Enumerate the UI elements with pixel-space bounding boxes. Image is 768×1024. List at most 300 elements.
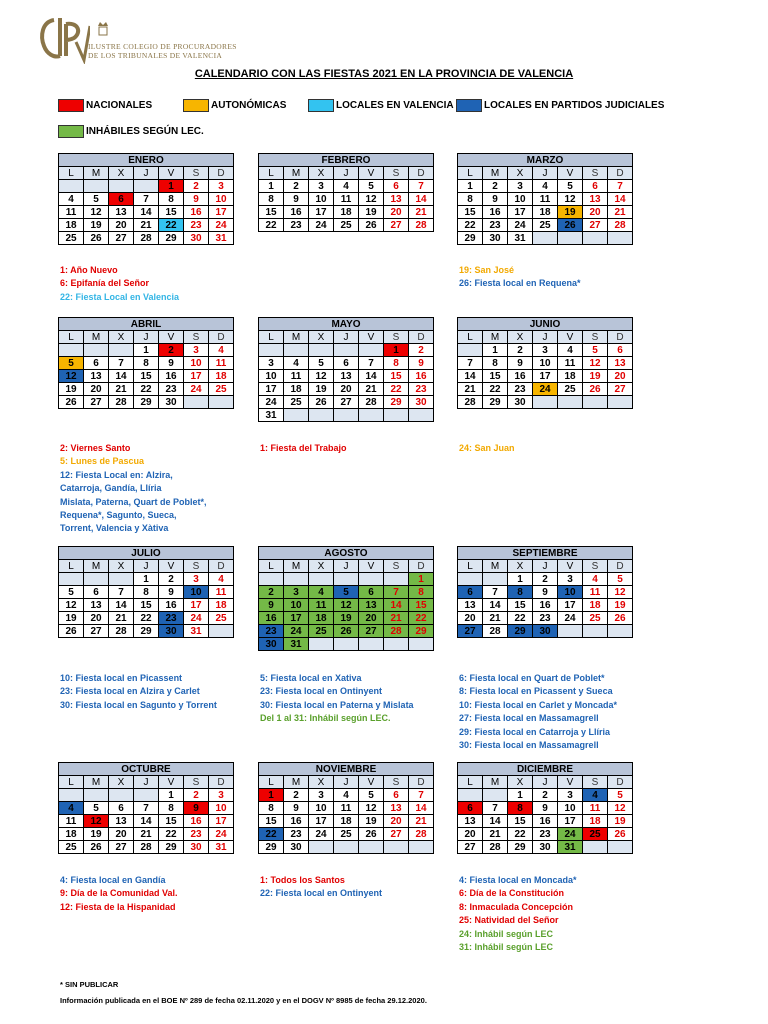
day-cell: 23 bbox=[184, 219, 209, 232]
notes-block bbox=[60, 442, 207, 536]
month-title: MARZO bbox=[458, 154, 633, 167]
day-cell: 3 bbox=[533, 344, 558, 357]
weekday-header: J bbox=[533, 331, 558, 344]
day-cell: 26 bbox=[359, 219, 384, 232]
day-cell: 24 bbox=[558, 828, 583, 841]
month-mayo bbox=[258, 317, 434, 422]
empty-cell bbox=[184, 396, 209, 409]
day-cell: 10 bbox=[284, 599, 309, 612]
month-octubre bbox=[58, 762, 234, 854]
day-cell: 16 bbox=[533, 815, 558, 828]
legend-label: AUTONÓMICAS bbox=[211, 99, 287, 111]
day-cell: 7 bbox=[359, 357, 384, 370]
day-cell: 8 bbox=[409, 586, 434, 599]
day-cell: 23 bbox=[533, 828, 558, 841]
day-cell: 6 bbox=[608, 344, 633, 357]
day-cell: 10 bbox=[558, 586, 583, 599]
day-cell: 3 bbox=[184, 573, 209, 586]
day-cell: 11 bbox=[583, 802, 608, 815]
empty-cell bbox=[109, 573, 134, 586]
day-cell: 17 bbox=[309, 206, 334, 219]
weekday-header: D bbox=[608, 776, 633, 789]
day-cell: 26 bbox=[608, 828, 633, 841]
college-logo bbox=[38, 16, 258, 76]
day-cell: 2 bbox=[259, 586, 284, 599]
day-cell: 27 bbox=[84, 396, 109, 409]
holiday-note: 8: Inmaculada Concepción bbox=[459, 901, 574, 912]
day-cell: 20 bbox=[384, 815, 409, 828]
day-cell: 19 bbox=[558, 206, 583, 219]
day-cell: 24 bbox=[533, 383, 558, 396]
day-cell: 30 bbox=[259, 638, 284, 651]
weekday-header: J bbox=[134, 167, 159, 180]
weekday-header: X bbox=[309, 167, 334, 180]
day-cell: 17 bbox=[209, 206, 234, 219]
empty-cell bbox=[608, 841, 633, 854]
day-cell: 25 bbox=[209, 612, 234, 625]
holiday-note: 30: Fiesta local en Paterna y Mislata bbox=[260, 699, 414, 710]
legend-swatch-orange bbox=[183, 99, 209, 112]
day-cell: 10 bbox=[533, 357, 558, 370]
weekday-header: S bbox=[384, 167, 409, 180]
day-cell: 18 bbox=[309, 612, 334, 625]
day-cell: 29 bbox=[508, 625, 533, 638]
day-cell: 3 bbox=[508, 180, 533, 193]
day-cell: 6 bbox=[109, 193, 134, 206]
day-cell: 17 bbox=[508, 206, 533, 219]
day-cell: 8 bbox=[159, 802, 184, 815]
weekday-header: L bbox=[458, 167, 483, 180]
day-cell: 15 bbox=[409, 599, 434, 612]
day-cell: 24 bbox=[209, 828, 234, 841]
weekday-header: X bbox=[508, 167, 533, 180]
day-cell: 17 bbox=[184, 370, 209, 383]
weekday-header: S bbox=[384, 560, 409, 573]
day-cell: 19 bbox=[359, 815, 384, 828]
day-cell: 30 bbox=[409, 396, 434, 409]
day-cell: 14 bbox=[409, 802, 434, 815]
day-cell: 30 bbox=[483, 232, 508, 245]
day-cell: 25 bbox=[59, 841, 84, 854]
day-cell: 24 bbox=[508, 219, 533, 232]
empty-cell bbox=[59, 789, 84, 802]
weekday-header: M bbox=[483, 331, 508, 344]
weekday-header: X bbox=[508, 331, 533, 344]
empty-cell bbox=[309, 638, 334, 651]
day-cell: 19 bbox=[59, 383, 84, 396]
day-cell: 30 bbox=[284, 841, 309, 854]
day-cell: 15 bbox=[508, 815, 533, 828]
holiday-note: 26: Fiesta local en Requena* bbox=[459, 278, 581, 289]
holiday-note: 8: Fiesta local en Picassent y Sueca bbox=[459, 686, 613, 697]
day-cell: 3 bbox=[209, 789, 234, 802]
notes-block bbox=[459, 264, 581, 291]
empty-cell bbox=[359, 409, 384, 422]
day-cell: 23 bbox=[508, 383, 533, 396]
month-title: DICIEMBRE bbox=[458, 763, 633, 776]
weekday-header: J bbox=[533, 167, 558, 180]
day-cell: 27 bbox=[84, 625, 109, 638]
day-cell: 18 bbox=[533, 206, 558, 219]
day-cell: 9 bbox=[533, 586, 558, 599]
weekday-header: L bbox=[259, 560, 284, 573]
day-cell: 13 bbox=[608, 357, 633, 370]
empty-cell bbox=[334, 409, 359, 422]
day-cell: 20 bbox=[359, 612, 384, 625]
day-cell: 10 bbox=[209, 193, 234, 206]
notes-block bbox=[60, 264, 179, 304]
day-cell: 28 bbox=[359, 396, 384, 409]
holiday-note: 22: Fiesta Local en Valencia bbox=[60, 291, 180, 302]
day-cell: 26 bbox=[608, 612, 633, 625]
day-cell: 27 bbox=[458, 841, 483, 854]
day-cell: 24 bbox=[284, 625, 309, 638]
day-cell: 20 bbox=[384, 206, 409, 219]
day-cell: 3 bbox=[309, 180, 334, 193]
notes-block bbox=[459, 874, 577, 954]
day-cell: 8 bbox=[508, 586, 533, 599]
day-cell: 16 bbox=[284, 206, 309, 219]
day-cell: 20 bbox=[84, 612, 109, 625]
day-cell: 25 bbox=[309, 625, 334, 638]
day-cell: 6 bbox=[334, 357, 359, 370]
day-cell: 22 bbox=[508, 828, 533, 841]
holiday-note: 9: Día de la Comunidad Val. bbox=[60, 888, 178, 899]
weekday-header: D bbox=[209, 560, 234, 573]
day-cell: 16 bbox=[508, 370, 533, 383]
day-cell: 24 bbox=[259, 396, 284, 409]
empty-cell bbox=[583, 625, 608, 638]
day-cell: 11 bbox=[209, 357, 234, 370]
day-cell: 2 bbox=[508, 344, 533, 357]
month-title: JUNIO bbox=[458, 318, 633, 331]
day-cell: 7 bbox=[384, 586, 409, 599]
day-cell: 5 bbox=[59, 357, 84, 370]
day-cell: 8 bbox=[259, 193, 284, 206]
day-cell: 10 bbox=[309, 193, 334, 206]
day-cell: 23 bbox=[184, 828, 209, 841]
day-cell: 17 bbox=[209, 815, 234, 828]
day-cell: 12 bbox=[359, 802, 384, 815]
empty-cell bbox=[109, 344, 134, 357]
day-cell: 13 bbox=[334, 370, 359, 383]
org-name-line2: DE LOS TRIBUNALES DE VALENCIA bbox=[88, 51, 223, 60]
day-cell: 22 bbox=[134, 612, 159, 625]
day-cell: 29 bbox=[134, 396, 159, 409]
day-cell: 16 bbox=[533, 599, 558, 612]
day-cell: 14 bbox=[409, 193, 434, 206]
weekday-header: L bbox=[458, 560, 483, 573]
holiday-note: 24: San Juan bbox=[459, 443, 515, 453]
empty-cell bbox=[384, 638, 409, 651]
day-cell: 15 bbox=[159, 815, 184, 828]
day-cell: 25 bbox=[334, 828, 359, 841]
month-title: OCTUBRE bbox=[59, 763, 234, 776]
holiday-note: 1: Año Nuevo bbox=[60, 265, 118, 275]
day-cell: 27 bbox=[583, 219, 608, 232]
holiday-note: 23: Fiesta local en Ontinyent bbox=[260, 686, 383, 697]
weekday-header: J bbox=[134, 331, 159, 344]
day-cell: 8 bbox=[384, 357, 409, 370]
notes-block bbox=[260, 442, 347, 455]
day-cell: 23 bbox=[533, 612, 558, 625]
day-cell: 12 bbox=[558, 193, 583, 206]
day-cell: 9 bbox=[159, 586, 184, 599]
month-title: ABRIL bbox=[59, 318, 234, 331]
empty-cell bbox=[84, 573, 109, 586]
day-cell: 27 bbox=[458, 625, 483, 638]
day-cell: 16 bbox=[483, 206, 508, 219]
weekday-header: J bbox=[533, 776, 558, 789]
weekday-header: M bbox=[84, 167, 109, 180]
legend-swatch-lightblue bbox=[308, 99, 334, 112]
day-cell: 8 bbox=[483, 357, 508, 370]
day-cell: 4 bbox=[583, 573, 608, 586]
empty-cell bbox=[533, 232, 558, 245]
day-cell: 27 bbox=[384, 219, 409, 232]
day-cell: 26 bbox=[583, 383, 608, 396]
day-cell: 17 bbox=[558, 599, 583, 612]
empty-cell bbox=[359, 841, 384, 854]
day-cell: 23 bbox=[284, 828, 309, 841]
day-cell: 29 bbox=[508, 841, 533, 854]
empty-cell bbox=[458, 789, 483, 802]
day-cell: 30 bbox=[184, 232, 209, 245]
day-cell: 22 bbox=[159, 828, 184, 841]
day-cell: 27 bbox=[384, 828, 409, 841]
day-cell: 25 bbox=[583, 612, 608, 625]
day-cell: 26 bbox=[59, 625, 84, 638]
weekday-header: D bbox=[409, 560, 434, 573]
empty-cell bbox=[558, 232, 583, 245]
day-cell: 25 bbox=[284, 396, 309, 409]
empty-cell bbox=[608, 232, 633, 245]
day-cell: 30 bbox=[533, 625, 558, 638]
day-cell: 1 bbox=[508, 573, 533, 586]
weekday-header: M bbox=[84, 560, 109, 573]
day-cell: 29 bbox=[458, 232, 483, 245]
day-cell: 18 bbox=[583, 815, 608, 828]
day-cell: 5 bbox=[84, 802, 109, 815]
day-cell: 12 bbox=[84, 815, 109, 828]
day-cell: 20 bbox=[334, 383, 359, 396]
day-cell: 8 bbox=[134, 357, 159, 370]
holiday-note: 6: Epifanía del Señor bbox=[60, 278, 150, 289]
weekday-header: S bbox=[583, 560, 608, 573]
empty-cell bbox=[583, 232, 608, 245]
notes-block bbox=[60, 874, 178, 914]
day-cell: 2 bbox=[483, 180, 508, 193]
empty-cell bbox=[259, 344, 284, 357]
day-cell: 30 bbox=[508, 396, 533, 409]
weekday-header: V bbox=[359, 331, 384, 344]
day-cell: 1 bbox=[159, 180, 184, 193]
day-cell: 13 bbox=[84, 599, 109, 612]
day-cell: 25 bbox=[533, 219, 558, 232]
day-cell: 4 bbox=[334, 180, 359, 193]
day-cell: 16 bbox=[159, 599, 184, 612]
weekday-header: V bbox=[558, 331, 583, 344]
weekday-header: L bbox=[259, 167, 284, 180]
empty-cell bbox=[409, 409, 434, 422]
day-cell: 4 bbox=[284, 357, 309, 370]
holiday-note: 10: Fiesta local en Picassent bbox=[60, 673, 183, 683]
empty-cell bbox=[134, 789, 159, 802]
day-cell: 11 bbox=[533, 193, 558, 206]
day-cell: 4 bbox=[209, 344, 234, 357]
day-cell: 20 bbox=[84, 383, 109, 396]
day-cell: 2 bbox=[284, 180, 309, 193]
day-cell: 17 bbox=[309, 815, 334, 828]
day-cell: 4 bbox=[59, 802, 84, 815]
day-cell: 11 bbox=[558, 357, 583, 370]
day-cell: 3 bbox=[284, 586, 309, 599]
day-cell: 4 bbox=[59, 193, 84, 206]
weekday-header: D bbox=[209, 167, 234, 180]
weekday-header: M bbox=[284, 331, 309, 344]
day-cell: 23 bbox=[409, 383, 434, 396]
day-cell: 18 bbox=[209, 599, 234, 612]
day-cell: 13 bbox=[384, 193, 409, 206]
day-cell: 13 bbox=[384, 802, 409, 815]
day-cell: 7 bbox=[134, 802, 159, 815]
day-cell: 10 bbox=[184, 586, 209, 599]
day-cell: 26 bbox=[309, 396, 334, 409]
day-cell: 31 bbox=[259, 409, 284, 422]
holiday-note: 5: Lunes de Pascua bbox=[60, 456, 145, 467]
day-cell: 27 bbox=[608, 383, 633, 396]
day-cell: 6 bbox=[84, 586, 109, 599]
empty-cell bbox=[84, 789, 109, 802]
day-cell: 23 bbox=[284, 219, 309, 232]
weekday-header: L bbox=[59, 776, 84, 789]
empty-cell bbox=[59, 573, 84, 586]
empty-cell bbox=[109, 789, 134, 802]
month-septiembre bbox=[457, 546, 633, 638]
holiday-note: 1: Todos los Santos bbox=[260, 875, 345, 885]
holiday-note: 12: Fiesta de la Hispanidad bbox=[60, 901, 176, 912]
weekday-header: X bbox=[309, 776, 334, 789]
day-cell: 29 bbox=[159, 232, 184, 245]
day-cell: 1 bbox=[384, 344, 409, 357]
weekday-header: V bbox=[359, 776, 384, 789]
day-cell: 18 bbox=[59, 219, 84, 232]
day-cell: 5 bbox=[359, 789, 384, 802]
empty-cell bbox=[359, 344, 384, 357]
empty-cell bbox=[409, 841, 434, 854]
holiday-note: 30: Fiesta local en Sagunto y Torrent bbox=[60, 699, 217, 710]
day-cell: 7 bbox=[134, 193, 159, 206]
empty-cell bbox=[458, 573, 483, 586]
day-cell: 15 bbox=[384, 370, 409, 383]
empty-cell bbox=[483, 789, 508, 802]
day-cell: 3 bbox=[558, 789, 583, 802]
day-cell: 14 bbox=[134, 206, 159, 219]
legend-inhabiles bbox=[58, 124, 204, 138]
holiday-note: 6: Fiesta local en Quart de Poblet* bbox=[459, 673, 605, 683]
notes-block bbox=[60, 672, 217, 712]
day-cell: 4 bbox=[309, 586, 334, 599]
empty-cell bbox=[359, 573, 384, 586]
day-cell: 5 bbox=[334, 586, 359, 599]
day-cell: 9 bbox=[409, 357, 434, 370]
day-cell: 21 bbox=[409, 815, 434, 828]
day-cell: 28 bbox=[409, 219, 434, 232]
day-cell: 21 bbox=[409, 206, 434, 219]
day-cell: 1 bbox=[259, 789, 284, 802]
day-cell: 31 bbox=[209, 841, 234, 854]
day-cell: 26 bbox=[59, 396, 84, 409]
weekday-header: J bbox=[334, 167, 359, 180]
weekday-header: S bbox=[184, 560, 209, 573]
day-cell: 13 bbox=[458, 815, 483, 828]
weekday-header: J bbox=[134, 776, 159, 789]
day-cell: 29 bbox=[384, 396, 409, 409]
legend-label: LOCALES EN VALENCIA bbox=[336, 99, 454, 111]
notes-block bbox=[459, 442, 515, 455]
day-cell: 17 bbox=[259, 383, 284, 396]
weekday-header: S bbox=[583, 331, 608, 344]
day-cell: 30 bbox=[184, 841, 209, 854]
empty-cell bbox=[384, 409, 409, 422]
day-cell: 13 bbox=[84, 370, 109, 383]
day-cell: 21 bbox=[134, 828, 159, 841]
weekday-header: L bbox=[458, 776, 483, 789]
day-cell: 6 bbox=[84, 357, 109, 370]
day-cell: 18 bbox=[59, 828, 84, 841]
holiday-note: 19: San José bbox=[459, 265, 515, 275]
holiday-note: 6: Día de la Constitución bbox=[459, 888, 565, 899]
empty-cell bbox=[84, 344, 109, 357]
empty-cell bbox=[334, 841, 359, 854]
day-cell: 2 bbox=[159, 573, 184, 586]
day-cell: 14 bbox=[608, 193, 633, 206]
day-cell: 5 bbox=[59, 586, 84, 599]
empty-cell bbox=[483, 573, 508, 586]
empty-cell bbox=[533, 396, 558, 409]
day-cell: 7 bbox=[608, 180, 633, 193]
day-cell: 12 bbox=[334, 599, 359, 612]
day-cell: 7 bbox=[409, 180, 434, 193]
month-title: FEBRERO bbox=[259, 154, 434, 167]
day-cell: 2 bbox=[533, 789, 558, 802]
day-cell: 15 bbox=[259, 815, 284, 828]
holiday-note: 22: Fiesta local en Ontinyent bbox=[260, 888, 383, 899]
day-cell: 20 bbox=[109, 828, 134, 841]
legend-swatch-green bbox=[58, 125, 84, 138]
day-cell: 17 bbox=[284, 612, 309, 625]
weekday-header: M bbox=[483, 167, 508, 180]
day-cell: 19 bbox=[583, 370, 608, 383]
weekday-header: D bbox=[608, 331, 633, 344]
day-cell: 27 bbox=[109, 841, 134, 854]
day-cell: 13 bbox=[359, 599, 384, 612]
day-cell: 19 bbox=[334, 612, 359, 625]
day-cell: 10 bbox=[558, 802, 583, 815]
day-cell: 11 bbox=[583, 586, 608, 599]
day-cell: 21 bbox=[109, 612, 134, 625]
empty-cell bbox=[284, 344, 309, 357]
day-cell: 15 bbox=[508, 599, 533, 612]
notes-block bbox=[459, 672, 617, 752]
day-cell: 31 bbox=[284, 638, 309, 651]
day-cell: 18 bbox=[558, 370, 583, 383]
weekday-header: M bbox=[84, 776, 109, 789]
day-cell: 11 bbox=[59, 815, 84, 828]
day-cell: 21 bbox=[384, 612, 409, 625]
weekday-header: M bbox=[284, 776, 309, 789]
holiday-note: 4: Fiesta local en Moncada* bbox=[459, 875, 577, 885]
